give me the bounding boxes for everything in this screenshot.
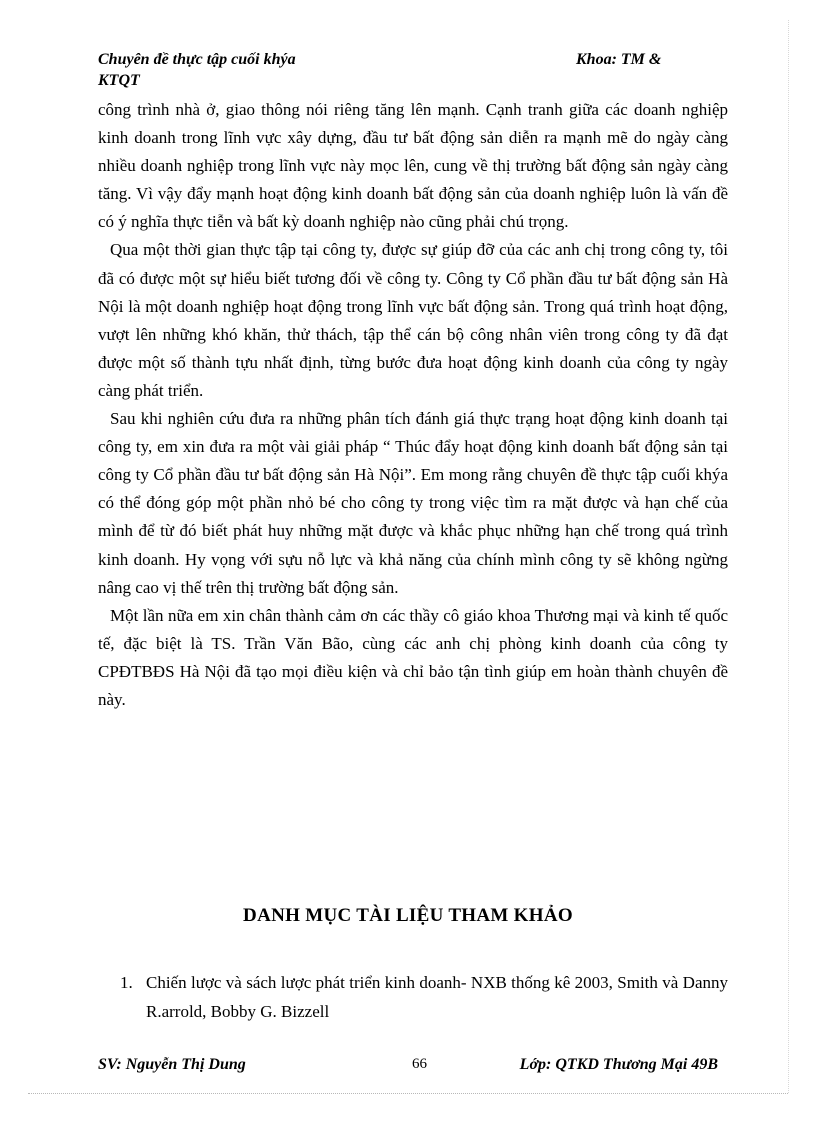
references-title: DANH MỤC TÀI LIỆU THAM KHẢO xyxy=(243,905,573,926)
body-text xyxy=(98,96,728,714)
reference-item xyxy=(120,968,728,1026)
paragraph-3: Sau khi nghiên cứu đưa ra những phân tích đánh giá thực trạng hoạt động kinh doanh tại công ty, em xin đưa ra một vài giải pháp “ Thúc đẩy hoạt động kinh doanh bất động sản tại công ty Cổ phần đầu tư bất động sản Hà Nội”. Em mong rằng chuyên đề thực tập cuối khýa có thể đóng góp một phần nhỏ bé cho công ty trong việc tìm ra mặt được và hạn chế của mình để từ đó biết phát huy những mặt được và khắc phục những hạn chế trong quá trình kinh doanh. Hy vọng với sựu nỗ lực và khả năng của chính mình công ty sẽ không ngừng nâng cao vị thế trên thị trường bất động sản. xyxy=(98,409,728,597)
header-faculty: Khoa: TM & xyxy=(576,51,662,68)
reference-text: Chiến lược và sách lược phát triển kinh doanh- NXB thống kê 2003, Smith và Danny R.arrold, Bobby G. Bizzell xyxy=(146,973,728,1021)
paragraph-2: Qua một thời gian thực tập tại công ty, được sự giúp đỡ của các anh chị trong công ty, tôi đã có được một sự hiểu biết tương đối về công ty. Công ty Cổ phần đầu tư bất động sản Hà Nội là một doanh nghiệp hoạt động trong lĩnh vực bất động sản. Trong quá trình hoạt động, vượt lên những khó khăn, thử thách, tập thể cán bộ công nhân viên trong công ty đã đạt được một số thành tựu nhất định, từng bước đưa hoạt động kinh doanh của công ty ngày càng phát triển. xyxy=(98,240,728,400)
header-course-title: Chuyên đề thực tập cuối khýa xyxy=(98,51,296,68)
paragraph-4: Một lần nữa em xin chân thành cảm ơn các thầy cô giáo khoa Thương mại và kinh tế quốc tế, đặc biệt là TS. Trần Văn Bão, cùng các anh chị phòng kinh doanh của công ty CPĐTBĐS Hà Nội đã tạo mọi điều kiện và chỉ bảo tận tình giúp em hoàn thành chuyên đề này. xyxy=(98,605,728,709)
page-border-bottom xyxy=(28,1093,788,1094)
footer-student-name: SV: Nguyễn Thị Dung xyxy=(98,1056,246,1073)
references-list xyxy=(120,968,728,1026)
page-footer xyxy=(98,1056,718,1078)
paragraph-1: công trình nhà ở, giao thông nói riêng tăng lên mạnh. Cạnh tranh giữa các doanh nghiệp kinh doanh trong lĩnh vực xây dựng, đầu tư bất động sản diễn ra mạnh mẽ do ngày càng nhiều doanh nghiệp trong lĩnh vực này mọc lên, cung về thị trường bất động sản ngày càng tăng. Vì vậy đẩy mạnh hoạt động kinh doanh bất động sản của doanh nghiệp luôn là vấn đề có ý nghĩa thực tiễn và bất kỳ doanh nghiệp nào cũng phải chú trọng. xyxy=(98,100,728,232)
page-number: 66 xyxy=(412,1056,427,1072)
footer-class: Lớp: QTKD Thương Mại 49B xyxy=(519,1056,718,1073)
header-faculty-continued: KTQT xyxy=(98,72,140,89)
reference-number: 1. xyxy=(120,973,133,992)
page-border-right xyxy=(788,20,789,1093)
